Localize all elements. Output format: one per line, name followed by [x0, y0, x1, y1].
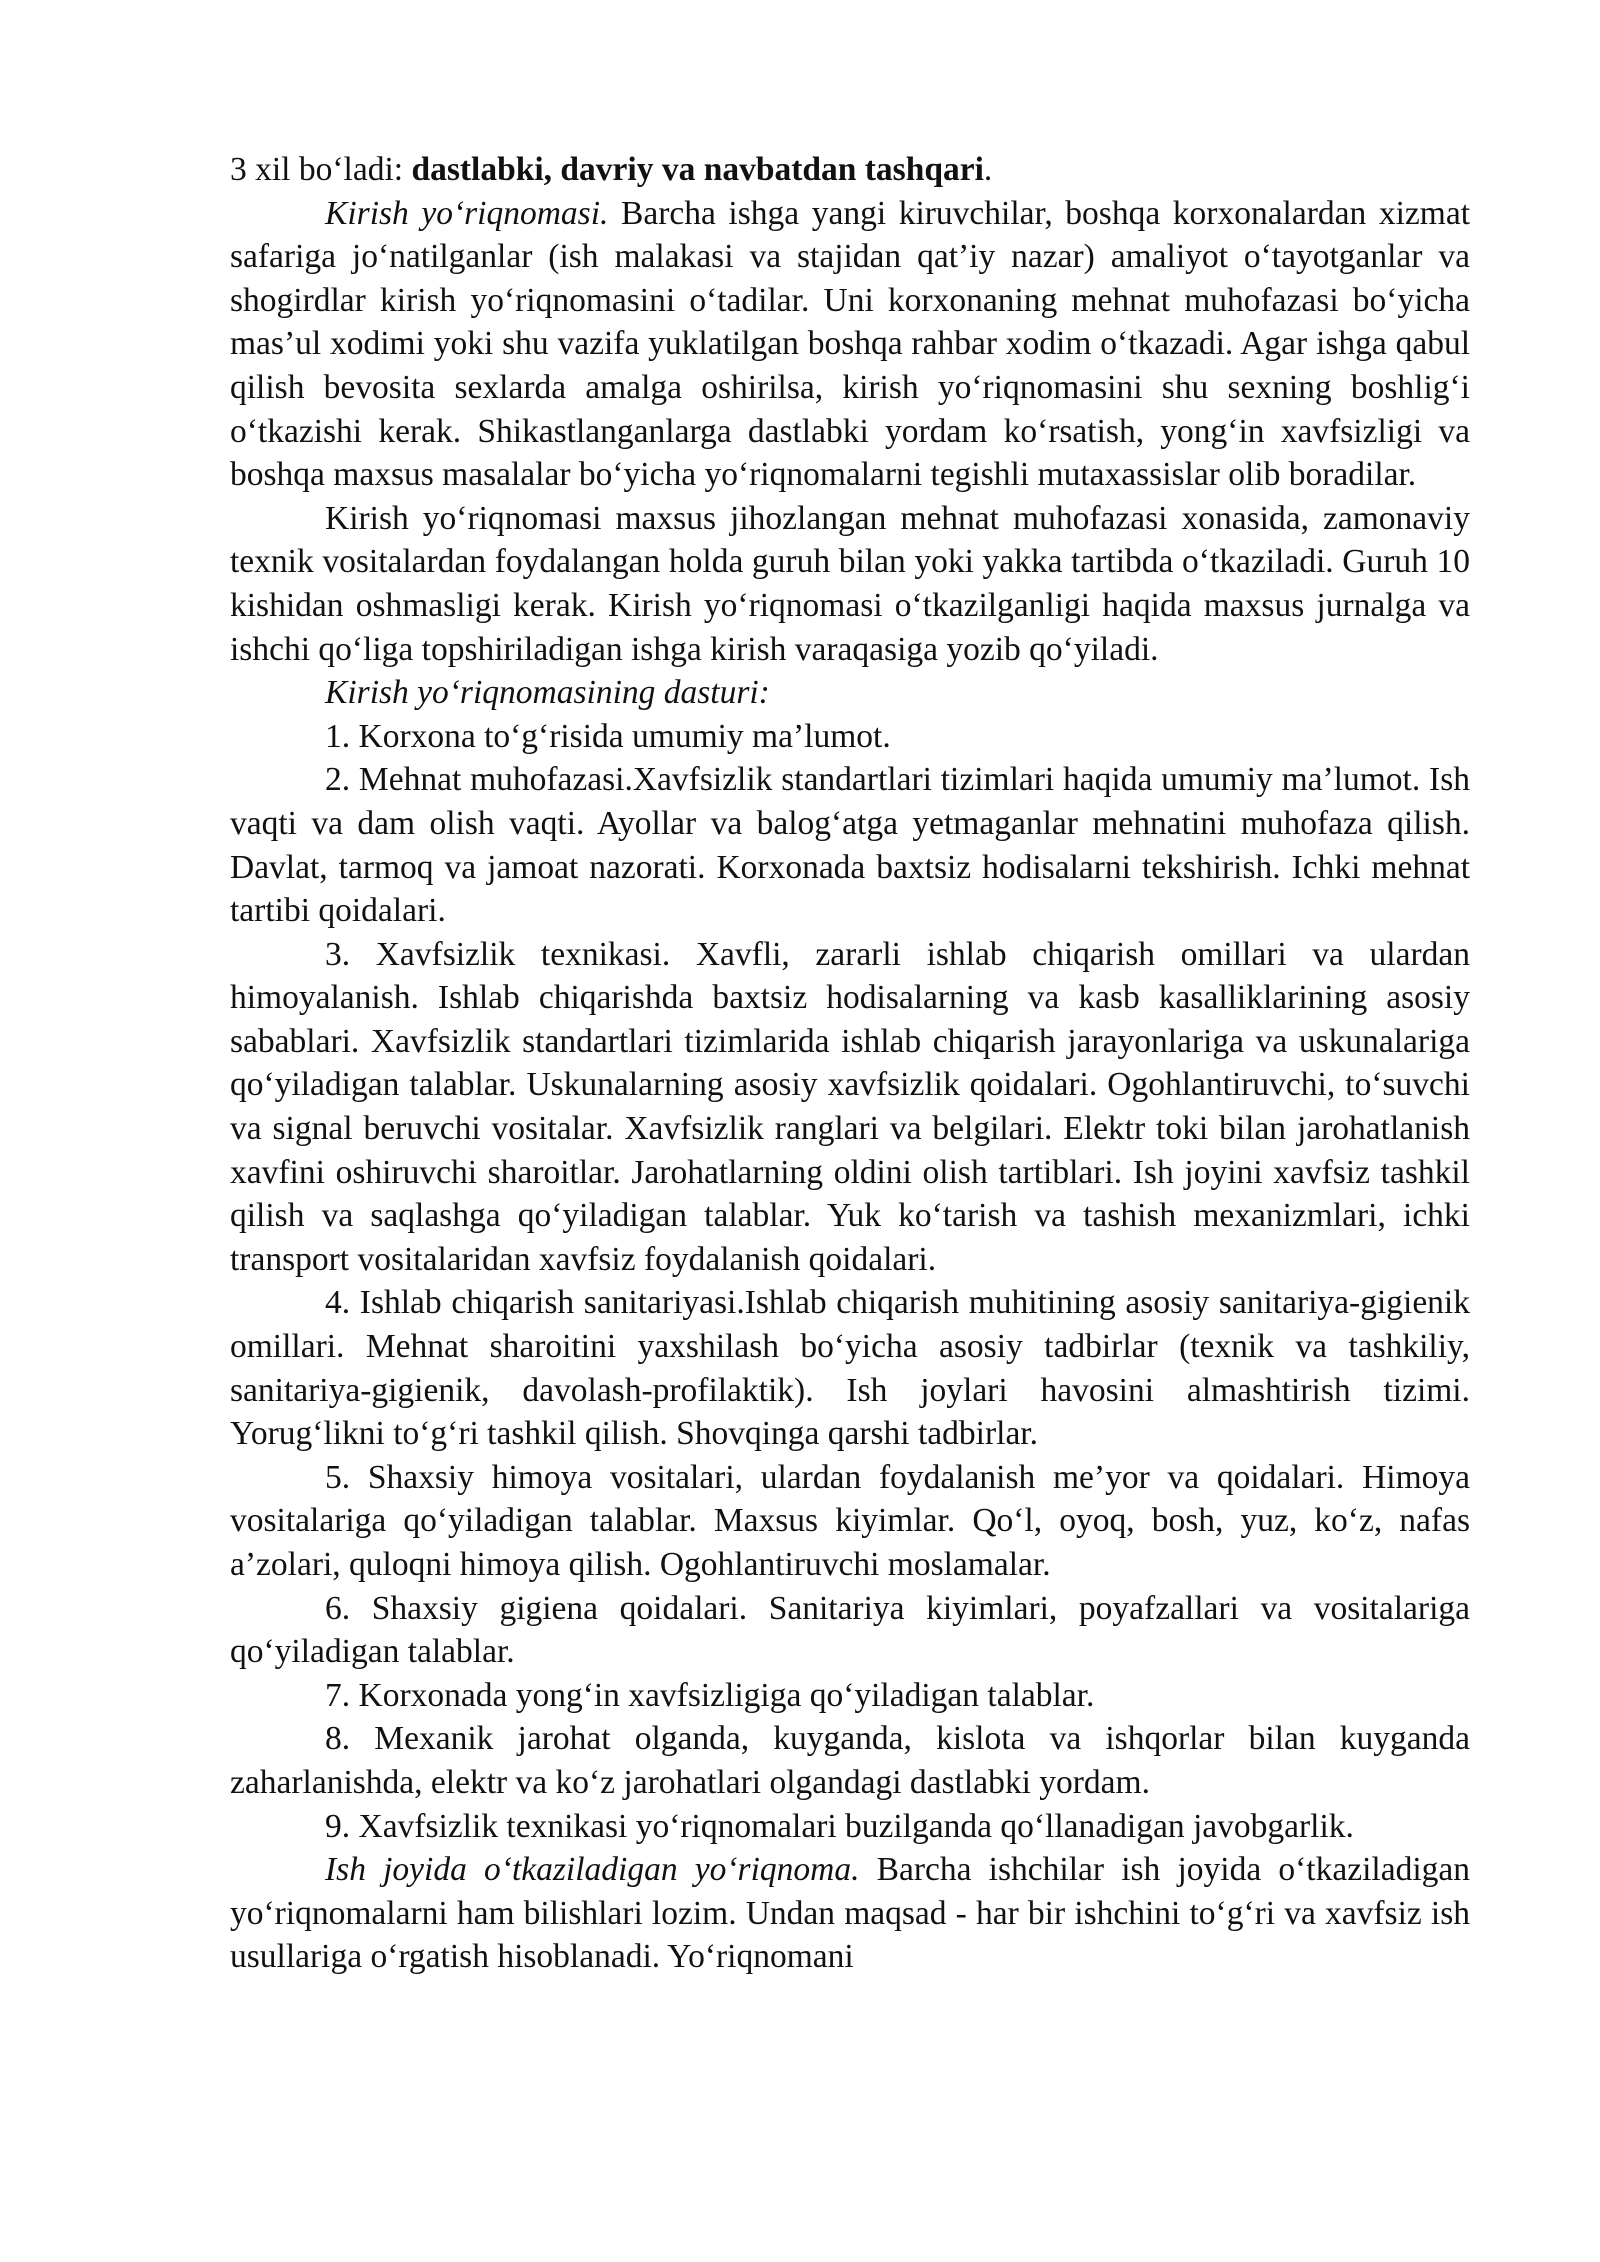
paragraph-kirish	[230, 192, 1470, 497]
program-item-6: 6. Shaxsiy gigiena qoidalari. Sanitariya kiyimlari, poyafzallari va vositalariga qo‘yiladigan talablar.	[230, 1589, 1470, 1671]
intro-bold-types: dastlabki, davriy va navbatdan tashqari	[411, 151, 984, 188]
ish-joyida-text: Barcha ishchilar ish joyida o‘tkaziladigan yo‘riqnomalarni ham bilishlari lozim. Undan maqsad - har bir ishchini to‘g‘ri va xavfsiz ish usullariga o‘rgatish hisoblanadi. Yo‘riqnomani	[230, 1851, 1470, 1976]
program-item-5: 5. Shaxsiy himoya vositalari, ulardan foydalanish me’yor va qoidalari. Himoya vositalariga qo‘yiladigan talablar. Maxsus kiyimlar. Qo‘l, oyoq, bosh, yuz, ko‘z, nafas a’zolari, quloqni himoya qilish. Ogohlantiruvchi moslamalar.	[230, 1458, 1470, 1583]
program-item-1: 1. Korxona to‘g‘risida umumiy ma’lumot.	[325, 717, 891, 755]
paragraph-kirish-details: Kirish yo‘riqnomasi maxsus jihozlangan mehnat muhofazasi xonasida, zamonaviy texnik vositalardan foydalangan holda guruh bilan yoki yakka tartibda o‘tkaziladi. Guruh 10 kishidan oshmasligi kerak. Kirish yo‘riqnomasi o‘tkazilganligi haqida maxsus jurnalga va ishchi qo‘liga topshiriladigan ishga kirish varaqasiga yozib qo‘yiladi.	[230, 499, 1470, 668]
program-item-2: 2. Mehnat muhofazasi.Xavfsizlik standartlari tizimlari haqida umumiy ma’lumot. Ish vaqti va dam olish vaqti. Ayollar va balog‘atga yetmaganlar mehnatini muhofaza qilish. Davlat, tarmoq va jamoat nazorati. Korxonada baxtsiz hodisalarni tekshirish. Ichki mehnat tartibi qoidalari.	[230, 761, 1470, 930]
intro-paragraph	[230, 148, 1470, 192]
intro-suffix: .	[983, 151, 993, 188]
kirish-heading: Kirish yo‘riqnomasi.	[325, 194, 609, 232]
kirish-text: Barcha ishga yangi kiruvchilar, boshqa korxonalardan xizmat safariga jo‘natilganlar (ish malakasi va stajidan qat’iy nazar) amaliyot o‘tayotganlar va shogirdlar kirish yo‘riqnomasini o‘tadilar. Uni korxonaning mehnat muhofazasi bo‘yicha mas’ul xodimi yoki shu vazifa yuklatilgan boshqa rahbar xodim o‘tkazadi. Agar ishga qabul qilish bevosita sexlarda amalga oshirilsa, kirish yo‘riqnomasini shu sexning boshlig‘i o‘tkazishi kerak. Shikastlanganlarga dastlabki yordam ko‘rsatish, yong‘in xavfsizligi va boshqa maxsus masalalar bo‘yicha yo‘riqnomalarni tegishli mutaxassislar olib boradilar.	[230, 194, 1470, 494]
program-item-9: 9. Xavfsizlik texnikasi yo‘riqnomalari buzilganda qo‘llanadigan javobgarlik.	[325, 1807, 1354, 1845]
program-title: Kirish yo‘riqnomasining dasturi:	[325, 674, 770, 712]
program-item-4: 4. Ishlab chiqarish sanitariyasi.Ishlab chiqarish muhitining asosiy sanitariya-gigienik omillari. Mehnat sharoitini yaxshilash bo‘yicha asosiy tadbirlar (texnik va tashkiliy, sanitariya-gigienik, davolash-profilaktik). Ish joylari havosini almashtirish tizimi. Yorug‘likni to‘g‘ri tashkil qilish. Shovqinga qarshi tadbirlar.	[230, 1284, 1470, 1453]
ish-joyida-heading: Ish joyida o‘tkaziladigan yo‘riqnoma.	[325, 1851, 860, 1889]
document-page	[230, 148, 1470, 1979]
program-item-3: 3. Xavfsizlik texnikasi. Xavfli, zararli ishlab chiqarish omillari va ulardan himoyalanish. Ishlab chiqarishda baxtsiz hodisalarning va kasb kasalliklarining asosiy sabablari. Xavfsizlik standartlari tizimlarida ishlab chiqarish jarayonlariga va uskunalariga qo‘yiladigan talablar. Uskunalarning asosiy xavfsizlik qoidalari. Ogohlantiruvchi, to‘suvchi va signal beruvchi vositalar. Xavfsizlik ranglari va belgilari. Elektr toki bilan jarohatlanish xavfini oshiruvchi sharoitlar. Jarohatlarning oldini olish tartiblari. Ish joyini xavfsiz tashkil qilish va saqlashga qo‘yiladigan talablar. Yuk ko‘tarish va tashish mexanizmlari, ichki transport vositalaridan xavfsiz foydalanish qoidalari.	[230, 935, 1470, 1278]
program-item-7: 7. Korxonada yong‘in xavfsizligiga qo‘yiladigan talablar.	[325, 1676, 1095, 1714]
program-item-8: 8. Mexanik jarohat olganda, kuyganda, kislota va ishqorlar bilan kuyganda zaharlanishda, elektr va ko‘z jarohatlari olgandagi dastlabki yordam.	[230, 1720, 1470, 1801]
paragraph-ish-joyida	[230, 1848, 1470, 1979]
intro-prefix: 3 xil bo‘ladi:	[230, 151, 412, 188]
